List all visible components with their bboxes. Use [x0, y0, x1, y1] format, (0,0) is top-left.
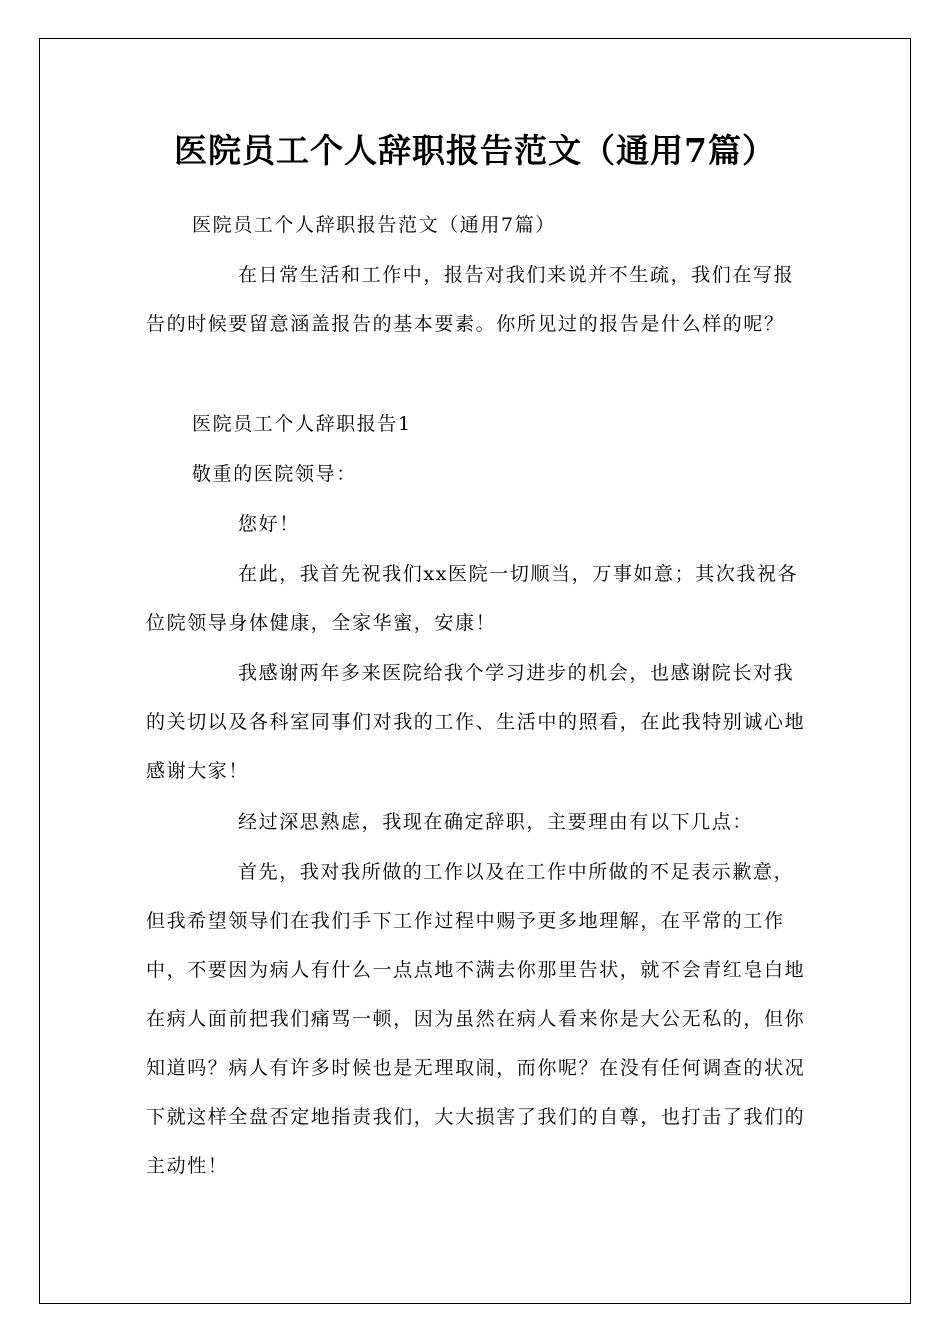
decision-paragraph: 经过深思熟虑，我现在确定辞职，主要理由有以下几点：	[238, 811, 754, 833]
wishes-paragraph: 在此，我首先祝我们xx医院一切顺当，万事如意；其次我祝各位院领导身体健康，全家华蜜，安康！	[146, 563, 799, 634]
subtitle-paragraph: 医院员工个人辞职报告范文（通用7篇）	[192, 214, 556, 236]
thanks-paragraph: 我感谢两年多来医院给我个学习进步的机会，也感谢院长对我的关切以及各科室同事们对我的工作、生活中的照看，在此我特别诚心地感谢大家！	[146, 662, 806, 782]
salutation: 敬重的医院领导：	[192, 463, 357, 485]
greeting: 您好！	[238, 513, 300, 535]
section-heading: 医院员工个人辞职报告1	[192, 413, 412, 435]
reason-paragraph: 首先，我对我所做的工作以及在工作中所做的不足表示歉意，但我希望领导们在我们手下工作过程中赐予更多地理解，在平常的工作中，不要因为病人有什么一点点地不满去你那里告状，就不会青红皂白地在病人面前把我们痛骂一顿，因为虽然在病人看来你是大公无私的，但你知道吗？病人有许多时候也是无理取闹，而你呢？在没有任何调查的状况下就这样全盘否定地指责我们，大大损害了我们的自尊，也打击了我们的主动性！	[146, 861, 806, 1177]
intro-paragraph: 在日常生活和工作中，报告对我们来说并不生疏，我们在写报告的时候要留意涵盖报告的基本要素。你所见过的报告是什么样的呢？	[146, 264, 795, 335]
document-title: 医院员工个人辞职报告范文（通用7篇）	[174, 131, 776, 170]
